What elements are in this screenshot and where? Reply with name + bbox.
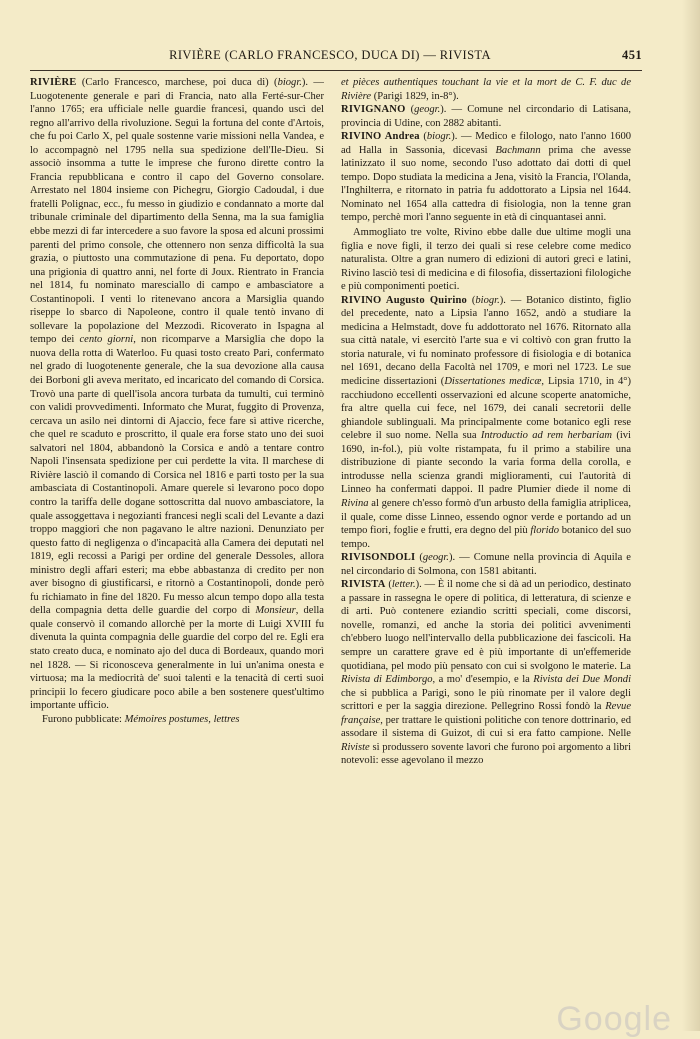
italic-title: Mémoires postumes, lettres <box>124 713 240 725</box>
entry-text: , della quale conservò il comando allorchè per la morte di Luigi XVIII fu divenuta la quinta compagnia delle guardie del corpo del re. Egli era stato creato duca, e nominato ajo del duca di Bordeaux, quando morì nel 1828. — Si riconosceva generalmente in lui un'anima onesta e virtuosa; ma la mediocrità de' suoi talenti e la tenacità di certi suoi principii lo fecero giudicare poco abile a ben sostenere quest'ultimo importante ufficio. <box>30 605 324 712</box>
entry-rivino-andrea <box>341 130 631 225</box>
entry-text: ( <box>415 552 423 564</box>
entry-text: prima che avesse latinizzato il suo nome, secondo l'uso adottato dai dotti di quel tempo. Dopo studiata la medicina a Jena, visitò la Francia, l'Olanda, l'Inghilterra, e ritornato in patria fu addottorato a Lipsia nel 1644. Nominato nel 1654 alla cattedra di fisiologia, non la tenne gran tempo, perchè morì l'anno seguente in età di cinquantasei anni. <box>341 144 631 224</box>
entry-text: , a mo' d'esempio, e la <box>432 674 534 686</box>
italic-term: Bachmann <box>495 144 541 156</box>
entry-text: , non ricomparve a Marsiglia che dopo la nuova della rotta di Waterloo. Fu quasi tosto creato Pari, confermato nel grado di luogotenente generale, che la sua devozione alla causa dei Borboni gli aveva meritato, ed incaricato del comando di Corsica. Trovò una parte di quell'isola ancora turbata da tumulti, cui terminò con validi provvedimenti. Informato che Murat, fuggito di Provenza, cercava un asilo nei dintorni di Ajaccio, fece fare sì attive ricerche, che quel re scaduto e proscritto, il quale era forse stato uno dei suoi salvatori nel 1804, abbandonò la Corsica e andò a tentare contro Napoli l'insensata spedizione per cui perdette la vita. Il marchese di Rivière lasciò il comando di Corsica nel 1816 e partì tosto per la sua ambasciata di Costantinopoli. Amare querele si levarono poco dopo contro la tariffa delle dogane sottoscritta dal nuovo ambasciatore, la quale assoggettava i negozianti francesi negli scali del Levante a dazi troppo maggiori che non pagavano le altre nazioni. Denunziato per questo fatto di negligenza o d'incapacità alla Camera dei deputati nel 1819, egli recossi a Parigi per ordine del generale Dessoles, allora ministro degli affari esteri; ma ebbe abbastanza di credito per non aver bisogno di giustificarsi, e ritornò a Costantinopoli, donde però fu richiamato in fine del 1820. Fu messo alcun tempo dopo alla testa della compagnia detta delle guardie del corpo di <box>30 334 324 617</box>
entry-rivista <box>341 578 631 768</box>
italic-term: florido <box>530 525 560 537</box>
entry-rivisondoli <box>341 551 631 578</box>
headword: RIVISONDOLI <box>341 552 416 564</box>
headword: RIVIGNANO <box>341 104 406 116</box>
italic-term: Revue française <box>341 701 631 726</box>
left-column <box>30 76 324 726</box>
italic-term: cento giorni <box>79 334 134 346</box>
headword: RIVIÈRE <box>30 77 77 88</box>
entry-rivino-augusto <box>341 294 631 551</box>
entry-text: ( <box>419 131 427 143</box>
publications-continued <box>341 76 631 103</box>
header-rule <box>30 70 642 71</box>
italic-term: Monsieur <box>255 605 296 617</box>
subject-tag: biogr. <box>426 131 452 143</box>
scan-watermark: Google <box>556 1000 672 1038</box>
entry-text: ). — Botanico distinto, figlio del precedente, nato a Lipsia l'anno 1652, andò a studiare la medicina a Helmstadt, dove fu addottorato nel 1676. Ritornato alla sua città natale, vi esercitò l'arte sua e vi coltivò con gran frutto la storia naturale, vi fu nominato professore di fisiologia e di botanica nel 1691, decano della Facoltà nel 1709, e morì nel 1723. Le sue medicine dissertazioni ( <box>341 294 631 388</box>
subject-tag: biogr. <box>277 77 302 88</box>
page-edge-shadow <box>682 0 700 1031</box>
entry-text: (Parigi 1829, in-8°). <box>371 90 459 102</box>
entry-text: al genere ch'esso formò d'un arbusto della famiglia atriplicea, il quale, come disse Linneo, essendo ognor verde e portando ad un tempo fiori, foglie e frutti, era degno del più <box>341 497 631 537</box>
subject-tag: geogr. <box>422 552 449 564</box>
entry-text: Furono pubblicate: <box>42 713 125 725</box>
entry-text: botanico del suo tempo. <box>341 525 631 550</box>
entry-text: ). — Comune nella provincia di Aquila e nel circondario di Solmona, con 1581 abitanti. <box>341 552 631 577</box>
entry-text: che si pubblica a Parigi, sono le più rinomate per il valore degli scrittori e per la saggia direzione. Pellegrino Rossi fondò la <box>341 687 631 713</box>
headword: RIVINO Andrea <box>341 131 420 143</box>
headword: RIVISTA <box>341 579 386 591</box>
page-number: 451 <box>622 48 642 62</box>
headword: RIVINO Augusto Quirino <box>341 294 468 306</box>
entry-text: ). — Comune nel circondario di Latisana, provincia di Udine, con 2882 abitanti. <box>341 104 631 129</box>
entry-riviere <box>30 76 324 713</box>
italic-term: Rivina <box>341 497 369 509</box>
italic-term: Dissertationes medicæ <box>444 376 542 388</box>
header-title: RIVIÈRE (CARLO FRANCESCO, DUCA DI) — RIVISTA <box>169 48 491 62</box>
entry-text: , Lipsia 1710, in 4°) racchiudono eccellenti osservazioni ed alcune scoperte anatomiche, fra altre quella cui fece, nel 1679, dei canali secretorii delle ghiandole sublinguali. Ma principalmente come botanico egli rese celebre il suo nome. Nella sua <box>341 376 631 442</box>
entry-text: ( <box>385 579 392 591</box>
subject-tag: geogr. <box>414 104 441 116</box>
publications-paragraph <box>30 713 324 727</box>
entry-text: si produssero sovente lavori che furono poi argomento a libri notevoli: esse agevolano il mezzo <box>341 741 631 767</box>
subject-tag: biogr. <box>475 294 500 306</box>
entry-text: , per trattare le quistioni politiche con tenore dottrinario, ed assodare il sistema di Guizot, di cui si era fatto campione. Nelle <box>341 714 631 740</box>
entry-text: ( <box>405 104 415 116</box>
italic-title: et pièces authentiques touchant la vie et la mort de C. F. duc de Rivière <box>341 77 631 102</box>
entry-rivino-andrea-continued: Ammogliato tre volte, Rivino ebbe dalle due ultime mogli una figlia e nove figli, il terzo dei quali si rese celebre come medico naturalista. Oltre a gran numero di edizioni di autori greci e latini, Rivino lasciò tesi di medicina e di filosofia, dissertazioni filologiche e più componimenti poetici. <box>341 227 631 293</box>
running-header <box>30 48 642 68</box>
subject-tag: letter. <box>391 579 416 591</box>
italic-term: Introductio ad rem herbariam <box>480 430 613 442</box>
entry-rivignano <box>341 103 631 130</box>
entry-text: ). — È il nome che si dà ad un periodico, destinato a passare in rassegna le opere di politica, di letteratura, di scienze e di arti. Può contenere eziandio scritti speciali, come discorsi, novelle, romanzi, ed anche la storia dei politici avvenimenti ch'ebbero luogo nell'intervallo della pubblicazione dei fascicoli. Ha sempre un carattere grave ed è più importante di un'effemeride quotidiana, pel modo più pensato con cui si svolgono le materie. La <box>341 579 632 672</box>
entry-text: ). — Luogotenente generale e pari di Francia, nato alla Ferté-sur-Cher l'anno 1765; era ufficiale nelle guardie francesi, quando uscì del regno all'arrivo della rivoluzione. Seguì la fortuna del conte d'Artois, che fu poi Carlo X, pel quale sostenne varie missioni nella Vandea, e lo accompagnò nel 1795 nella sua spedizione dell'Ile-Dieu. Si associò insomma a tutte le imprese che furono dirette contro la Francia repubblicana e contro il capo del Governo consolare. Arrestato nel 1804 insieme con Pichegru, Giorgio Cadoudal, i due fratelli Polignac, ecc., fu messo in giudizio e condannato a morte dal tribunale criminale del dipartimento della Senna, ma la sua famiglia ebbe mezzi di far intercedere a suo favore la sposa ed alcuni prossimi parenti del primo console, che ottennero non senza difficoltà la sua grazia, o piuttosto una commutazione di pena. Fu deportato, dopo una prigionia di quattro anni, nel forte di Joux. Rientrato in Francia nel 1814, fu nominato maresciallo di campo e ambasciatore a Costantinopoli. I venti lo ritenevano ancora a Marsiglia quando riseppe lo sbarco di Napoleone, contro il quale tentò invano di sollevare la popolazione del Mezzodì. Ricoverato in Ispagna al tempo dei <box>30 77 324 346</box>
italic-term: Rivista di Edimborgo <box>341 674 433 686</box>
italic-term: Riviste <box>341 741 370 753</box>
right-column <box>341 76 631 768</box>
entry-text: ). — Medico e filologo, nato l'anno 1600 ad Halla in Sassonia, dicevasi <box>341 131 632 156</box>
italic-term: Rivista dei Due Mondi <box>533 674 631 686</box>
entry-text: ( <box>467 294 476 306</box>
entry-text: (ivi 1690, in-fol.), più volte ristampata, fu il primo a stabilire una distribuzione di piante secondo la varia forma della corolla, e introdusse nella scienza grandi miglioramenti, cui l'autorità di Linneo ha confermati dappoi. Il padre Plumier diede il nome di <box>341 430 631 496</box>
entry-text: (Carlo Francesco, marchese, poi duca di) ( <box>76 77 278 88</box>
